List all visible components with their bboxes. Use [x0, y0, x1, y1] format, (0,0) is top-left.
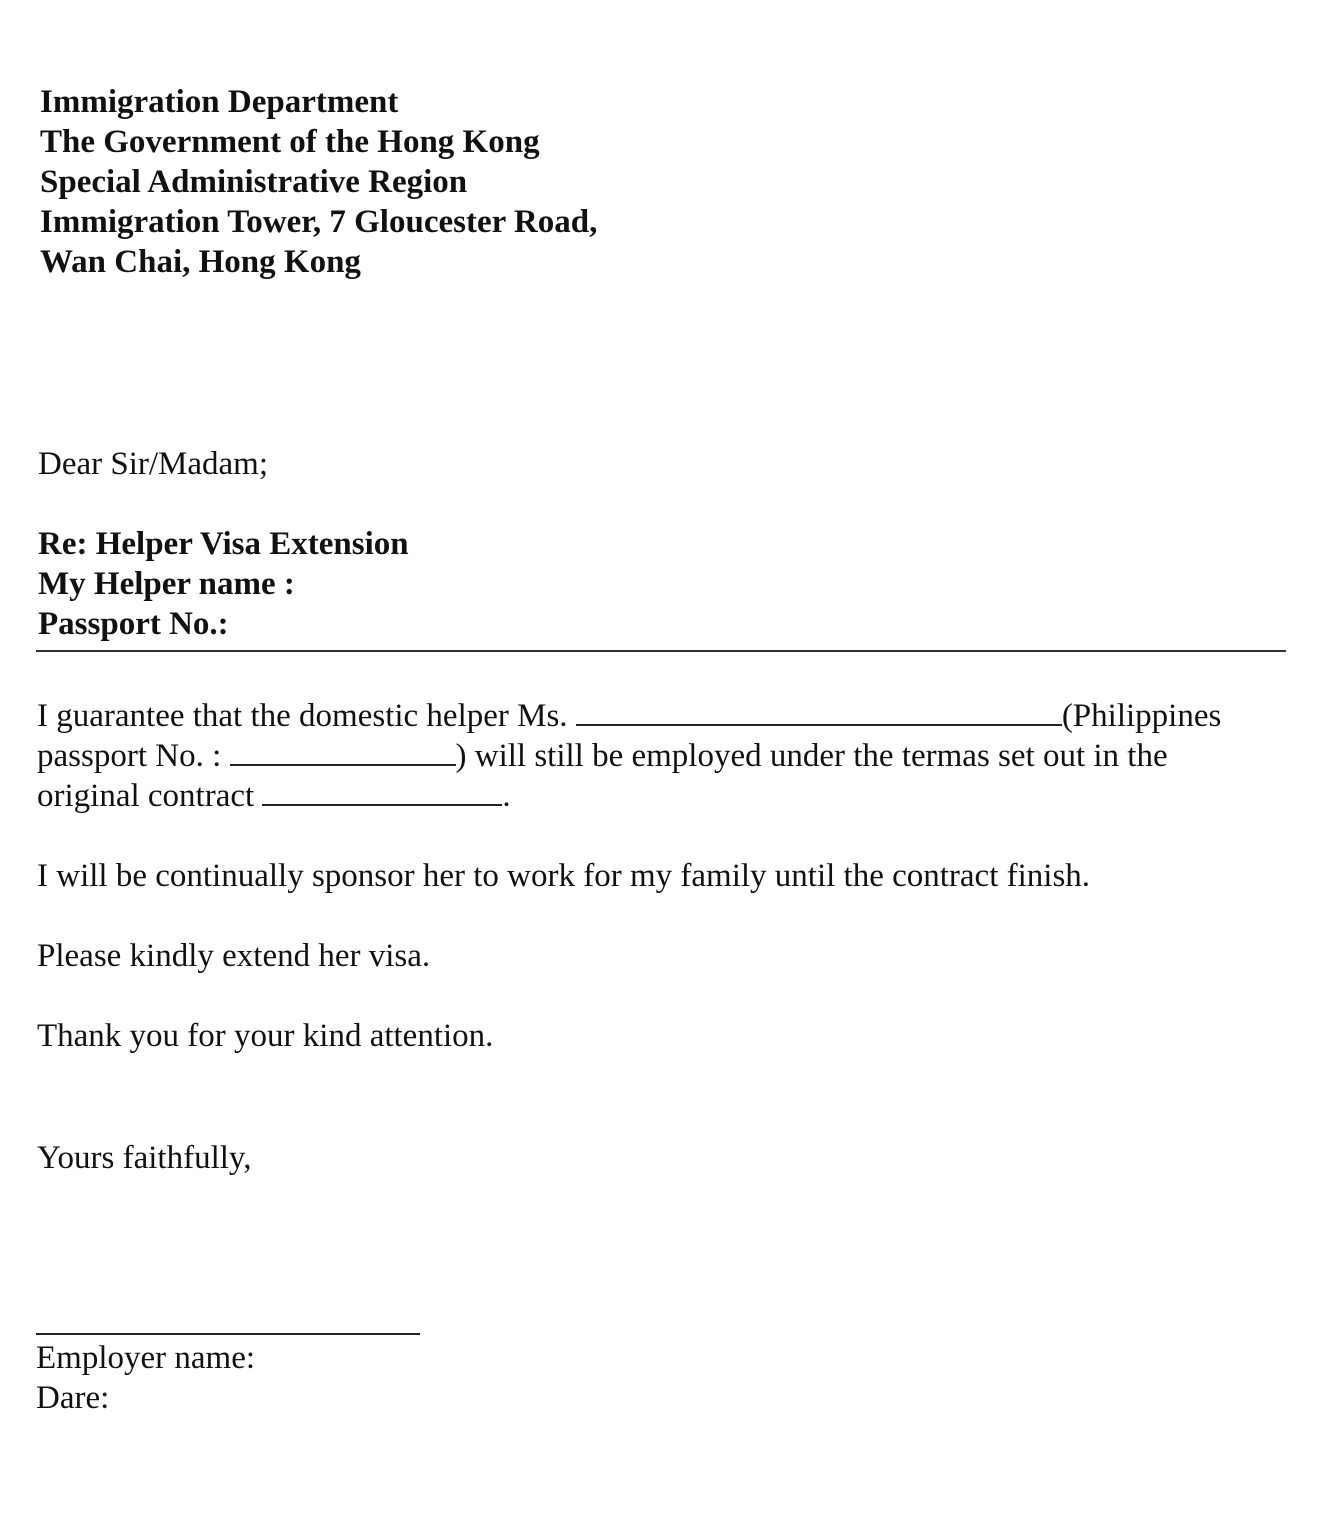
- request-paragraph: Please kindly extend her visa.: [37, 938, 431, 974]
- contract-blank[interactable]: [262, 778, 502, 806]
- guarantee-line-1: [37, 696, 1221, 736]
- helper-name-blank[interactable]: [576, 698, 1062, 726]
- recipient-line-1: Immigration Department: [40, 84, 399, 120]
- divider-line: [36, 650, 1286, 652]
- guarantee-line-3: [37, 776, 1221, 816]
- guarantee-text-1a: I guarantee that the domestic helper Ms.: [37, 698, 568, 734]
- recipient-address: [40, 82, 597, 282]
- sponsor-paragraph: I will be continually sponsor her to work for my family until the contract finish.: [37, 858, 1091, 894]
- signature-block: [36, 1338, 255, 1418]
- guarantee-text-2a: passport No. :: [37, 738, 222, 774]
- date-label: Dare:: [36, 1380, 110, 1416]
- greeting: Dear Sir/Madam;: [38, 446, 269, 482]
- guarantee-text-2b: ) will still be employed under the termas set out in the: [455, 738, 1168, 774]
- signature-line[interactable]: [36, 1333, 420, 1335]
- guarantee-text-3a: original contract: [37, 778, 255, 814]
- employer-name-label: Employer name:: [36, 1340, 256, 1376]
- reference-block: [38, 524, 409, 644]
- guarantee-line-2: [37, 736, 1221, 776]
- passport-number-blank[interactable]: [230, 738, 456, 766]
- recipient-line-3: Special Administrative Region: [40, 164, 468, 200]
- guarantee-text-1b: (Philippines: [1061, 698, 1222, 734]
- recipient-line-2: The Government of the Hong Kong: [40, 124, 540, 160]
- guarantee-paragraph: [37, 696, 1221, 816]
- helper-name-label: My Helper name :: [38, 566, 295, 602]
- recipient-line-4: Immigration Tower, 7 Gloucester Road,: [40, 204, 598, 240]
- passport-label: Passport No.:: [38, 606, 229, 642]
- closing: Yours faithfully,: [37, 1140, 252, 1176]
- thanks-paragraph: Thank you for your kind attention.: [37, 1018, 494, 1054]
- subject-line: Re: Helper Visa Extension: [38, 526, 409, 562]
- recipient-line-5: Wan Chai, Hong Kong: [40, 244, 361, 280]
- guarantee-text-3b: .: [502, 778, 511, 814]
